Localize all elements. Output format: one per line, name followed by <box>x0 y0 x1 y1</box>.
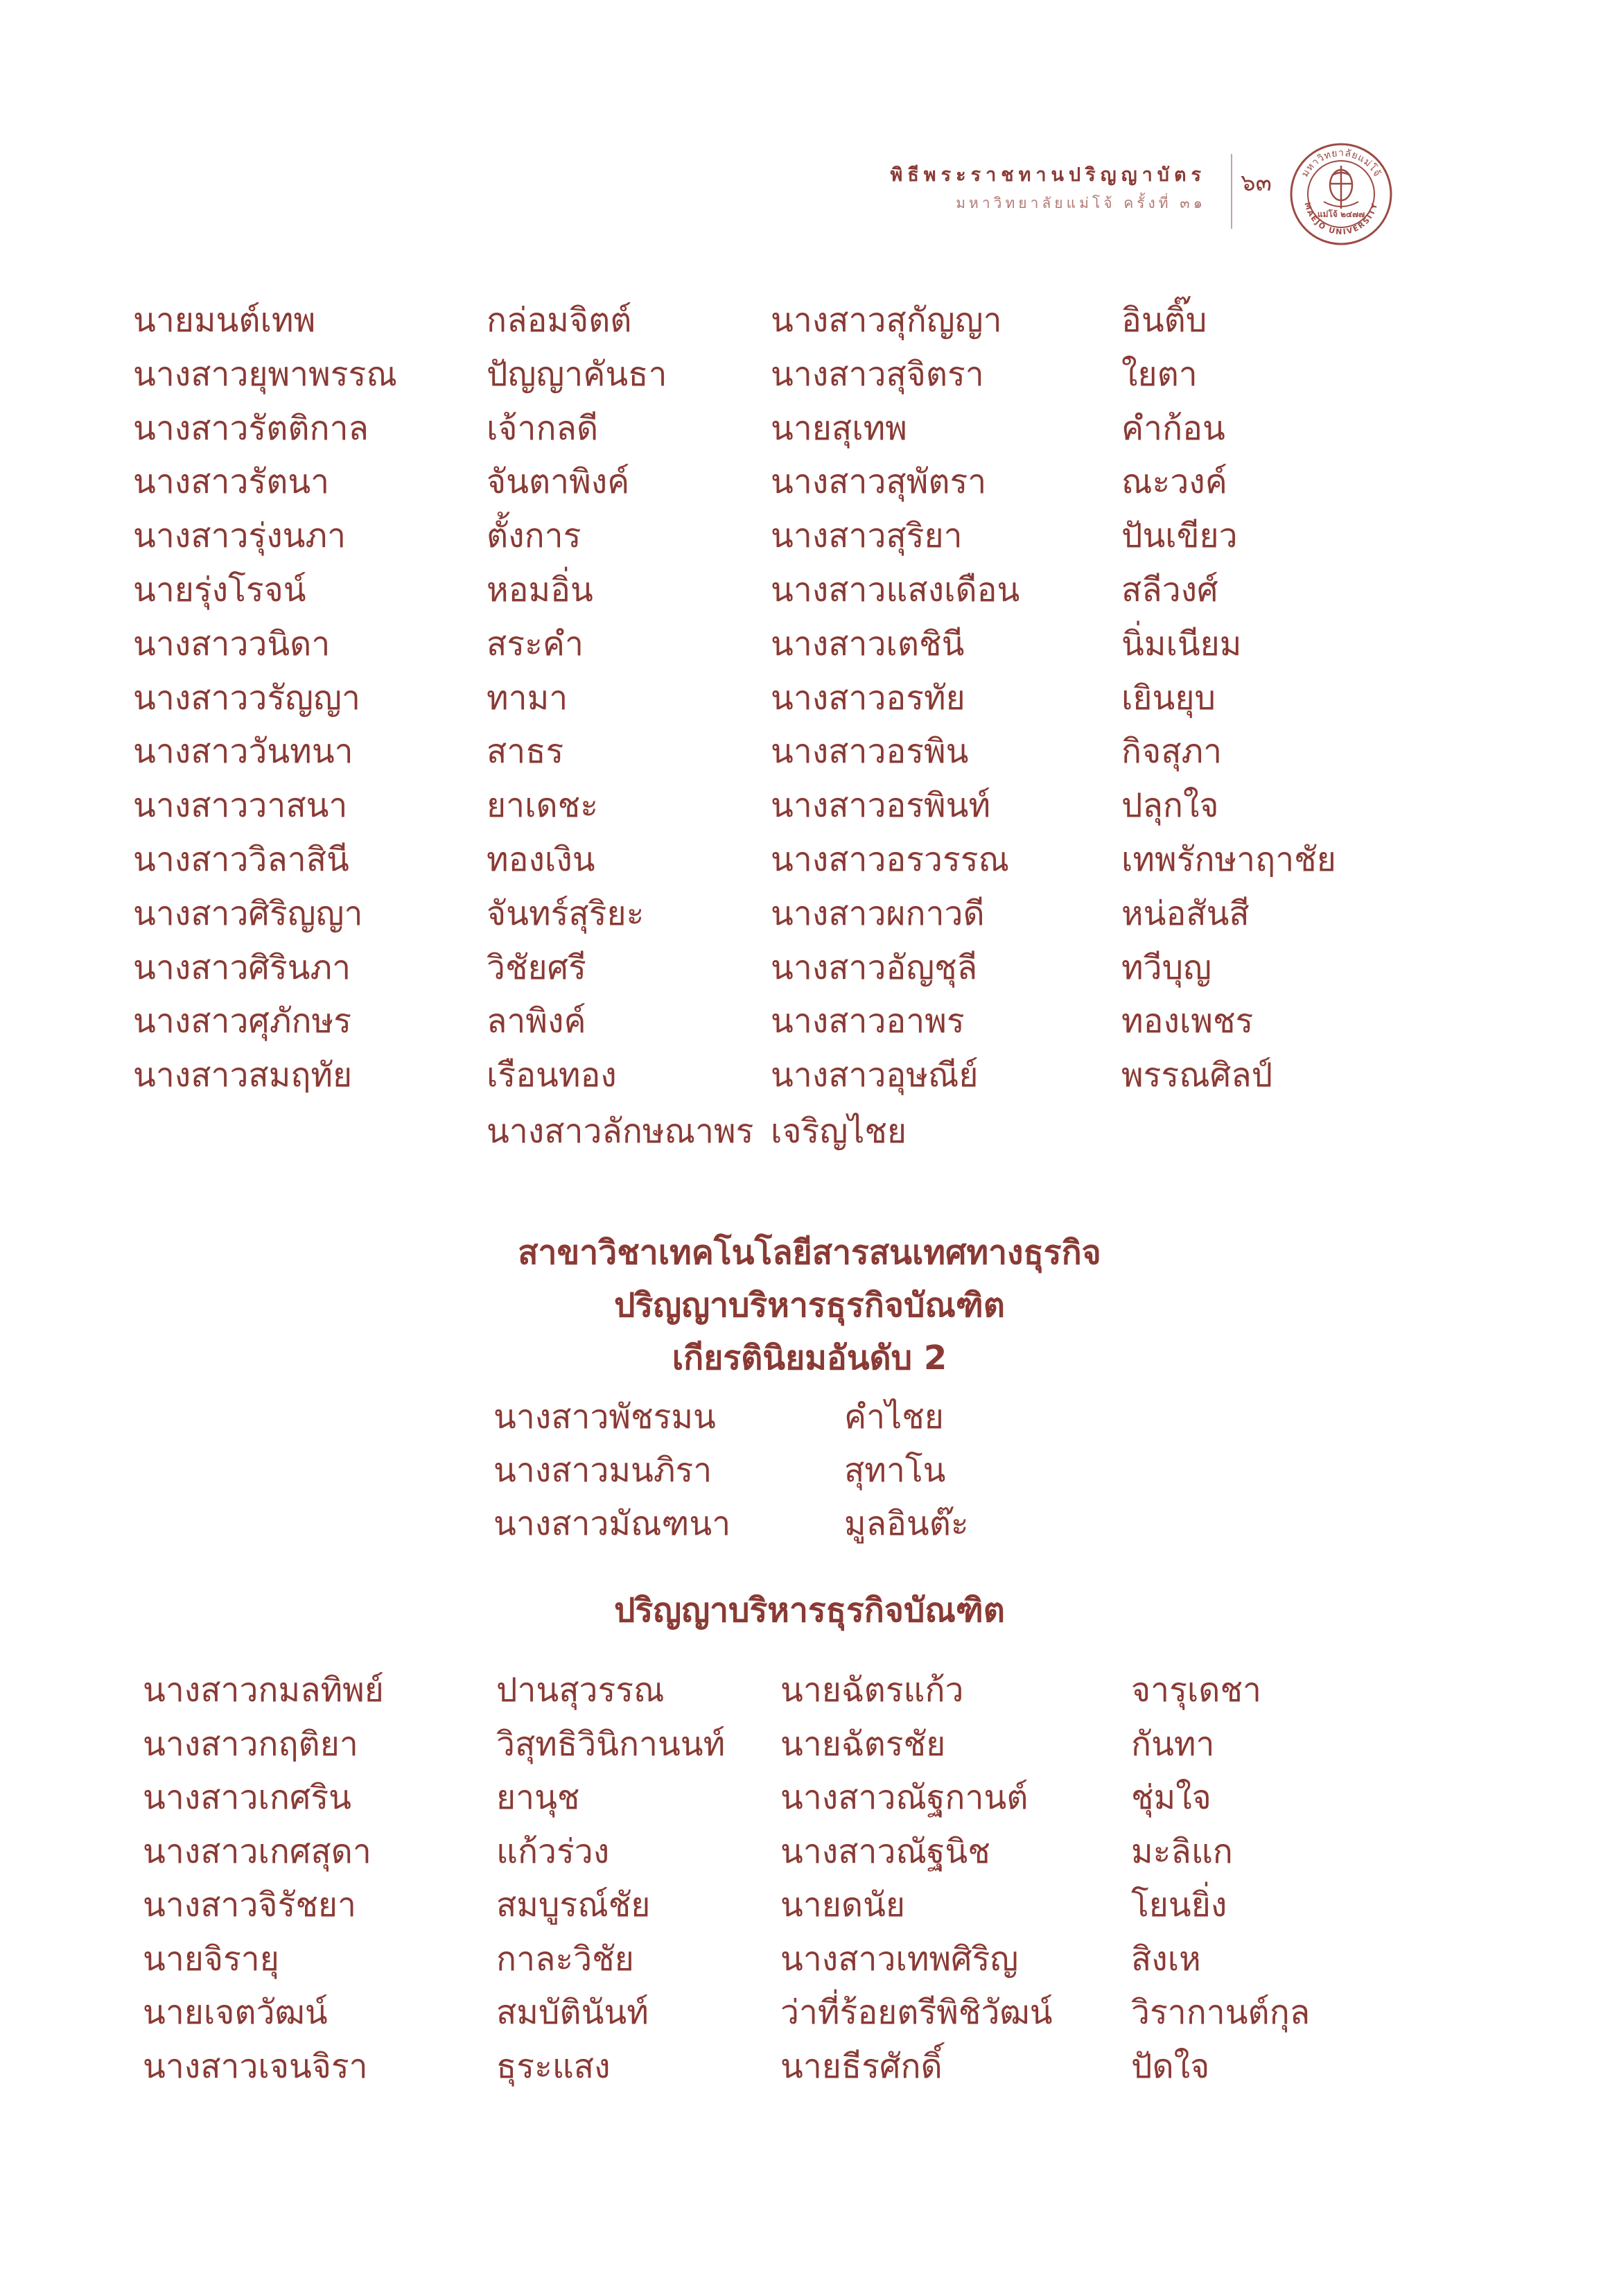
ceremony-subtitle: มหาวิทยาลัยแม่โจ้ ครั้งที่ ๓๑ <box>956 195 1206 211</box>
header-divider <box>1231 154 1232 229</box>
graduate-surname: สิงเห <box>1131 1939 1201 1978</box>
running-header <box>832 159 1206 215</box>
graduate-surname: ทวีบุญ <box>1121 948 1211 987</box>
list-item <box>0 672 1619 724</box>
list-item <box>0 2040 1619 2093</box>
graduate-name: นางสาวอัญชุลี <box>771 948 978 987</box>
graduate-name: นางสาวรัตติกาล <box>133 408 369 448</box>
graduate-name: นางสาวสุพัตรา <box>771 462 987 502</box>
graduate-name: นางสาวเทพศิริญ <box>780 1939 1019 1978</box>
graduate-surname: โยนยิ่ง <box>1131 1886 1227 1924</box>
list-item <box>0 779 1619 832</box>
graduate-surname: กล่อมจิตต์ <box>487 301 632 340</box>
graduate-surname: ใยตา <box>1121 354 1198 394</box>
graduate-surname: ทองเพชร <box>1121 1002 1254 1041</box>
graduate-name: นางสาววนิดา <box>133 624 331 663</box>
list-item <box>0 1771 1619 1824</box>
graduate-name: ว่าที่ร้อยตรีพิชิวัฒน์ <box>780 1993 1053 2032</box>
list-item <box>0 941 1619 994</box>
graduate-surname: ปลุกใจ <box>1121 786 1219 826</box>
graduate-surname: ธุระแสง <box>496 2046 611 2086</box>
graduate-surname: ยานุช <box>496 1778 580 1817</box>
graduate-name: นางสาวมัณฑนา <box>493 1504 731 1543</box>
list-item <box>0 1879 1619 1931</box>
degree-heading: ปริญญาบริหารธุรกิจบัณฑิต <box>614 1286 1005 1325</box>
graduate-name: นางสาวเจนจิรา <box>143 2046 368 2086</box>
graduate-surname: เจริญไชย <box>771 1112 907 1151</box>
graduate-surname: หอมอิ่น <box>487 571 593 609</box>
list-item <box>0 1391 1619 1443</box>
graduate-name: นางสาวสมฤทัย <box>133 1056 353 1095</box>
graduate-surname: วิสุทธิวินิกานนท์ <box>496 1724 726 1764</box>
honors-heading: เกียรตินิยมอันดับ 2 <box>672 1339 947 1377</box>
graduate-name: นางสาวศิรินภา <box>133 948 351 987</box>
graduate-surname: สระคำ <box>487 624 584 663</box>
degree-heading-bba: ปริญญาบริหารธุรกิจบัณฑิต <box>614 1591 1005 1630</box>
graduate-name: นางสาวอรทัย <box>771 678 965 718</box>
graduate-name: นางสาวอาพร <box>771 1002 965 1041</box>
graduate-surname: ปานสุวรรณ <box>496 1671 665 1710</box>
major-heading: สาขาวิชาเทคโนโลยีสารสนเทศทางธุรกิจ <box>518 1233 1101 1272</box>
list-item <box>0 1986 1619 2039</box>
list-item <box>0 725 1619 778</box>
graduate-surname: หน่อสันสี <box>1121 894 1250 933</box>
graduate-surname: สมบูรณ์ชัย <box>496 1886 651 1924</box>
graduate-name: นางสาวณัฐนิช <box>780 1832 990 1871</box>
list-item <box>0 564 1619 616</box>
list-item <box>0 1497 1619 1550</box>
list-item <box>0 887 1619 940</box>
graduate-name: นางสาวมนภิรา <box>493 1451 712 1490</box>
list-item <box>0 618 1619 670</box>
graduate-surname: สุทาโน <box>844 1451 946 1490</box>
graduate-surname: ปันเขียว <box>1121 516 1238 556</box>
graduate-surname: วิชัยศรี <box>487 948 586 987</box>
graduate-name: นางสาววรัญญา <box>133 678 360 718</box>
graduate-surname: แก้วร่วง <box>496 1832 610 1871</box>
graduate-name: นางสาวสุจิตรา <box>771 354 984 394</box>
graduate-name: นายมนต์เทพ <box>133 301 316 340</box>
graduate-name: นายเจตวัฒน์ <box>143 1993 328 2032</box>
graduate-name: นายธีรศักดิ์ <box>780 2046 943 2086</box>
graduate-name: นางสาวศุภักษร <box>133 1002 351 1041</box>
graduate-surname: สลีวงศ์ <box>1121 571 1218 609</box>
graduate-surname: ตั้งการ <box>487 516 581 556</box>
graduate-surname: กาละวิชัย <box>496 1939 634 1978</box>
graduate-name: นางสาวผกาวดี <box>771 894 985 933</box>
graduate-surname: จันทร์สุริยะ <box>487 894 645 933</box>
page-number: ๖๓ <box>1241 169 1272 197</box>
graduate-name: นางสาวรัตนา <box>133 462 330 502</box>
graduate-name: นางสาวอรพินท์ <box>771 786 991 826</box>
graduate-surname: วิรากานต์กุล <box>1131 1993 1311 2032</box>
graduate-surname: ทองเงิน <box>487 840 595 879</box>
graduate-name: นายจิรายุ <box>143 1939 279 1978</box>
seal-text-center: แม่โจ้ ๒๔๗๗ <box>1317 209 1365 219</box>
list-item <box>0 1049 1619 1102</box>
graduate-surname: พรรณศิลป์ <box>1121 1056 1273 1095</box>
graduate-surname: ทามา <box>487 678 568 718</box>
graduate-surname: ปัญญาคันธา <box>487 354 667 394</box>
graduate-surname: ชุ่มใจ <box>1131 1778 1211 1817</box>
graduate-name: นายสุเทพ <box>771 408 907 448</box>
graduate-surname: คำก้อน <box>1121 408 1225 448</box>
graduate-surname: อินติ๊บ <box>1121 301 1207 340</box>
list-item <box>0 402 1619 455</box>
graduate-surname: มะลิแก <box>1131 1832 1233 1871</box>
graduate-surname: เยินยุบ <box>1121 678 1216 718</box>
graduate-name: นางสาวรุ่งนภา <box>133 516 347 556</box>
graduate-name: นางสาวเตชินี <box>771 624 965 663</box>
graduate-name: นางสาวอรวรรณ <box>771 840 1010 879</box>
graduate-name: นายดนัย <box>780 1886 905 1924</box>
graduate-name: นายฉัตรแก้ว <box>780 1671 964 1710</box>
graduate-surname: สาธร <box>487 732 564 772</box>
seal-text-bottom: MAEJO UNIVERSITY <box>1302 201 1380 237</box>
graduate-name: นางสาวสุริยา <box>771 516 963 556</box>
graduate-name: นางสาวอรพิน <box>771 732 969 772</box>
list-item <box>0 995 1619 1047</box>
graduate-name: นางสาวอุษณีย์ <box>771 1056 979 1095</box>
list-item <box>0 1105 1619 1158</box>
graduate-surname: กิจสุภา <box>1121 732 1223 772</box>
graduate-name: นางสาววาสนา <box>133 786 348 826</box>
graduate-name: นางสาววันทนา <box>133 732 353 772</box>
graduate-surname: ลาพิงค์ <box>487 1002 586 1041</box>
list-item <box>0 455 1619 508</box>
graduate-name: นางสาวเกศสุดา <box>143 1832 371 1871</box>
graduate-name: นางสาววิลาสินี <box>133 840 349 879</box>
graduate-name: นางสาวกมลทิพย์ <box>143 1671 384 1710</box>
graduate-surname: กันทา <box>1131 1724 1215 1764</box>
graduate-surname: เจ้ากลดี <box>487 408 599 448</box>
list-item <box>0 348 1619 401</box>
graduate-name: นางสาวศิริญญา <box>133 894 363 933</box>
graduate-name: นางสาวเกศริน <box>143 1778 351 1817</box>
list-item <box>0 510 1619 562</box>
graduate-surname: ปัดใจ <box>1131 2046 1210 2086</box>
university-seal-icon <box>1289 142 1393 246</box>
graduate-surname: ณะวงค์ <box>1121 462 1227 502</box>
graduate-name: นางสาวแสงเดือน <box>771 571 1020 609</box>
graduate-name: นายฉัตรชัย <box>780 1724 946 1764</box>
graduate-surname: จันตาพิงค์ <box>487 462 630 502</box>
list-item <box>0 294 1619 347</box>
graduate-name: นายรุ่งโรจน์ <box>133 571 306 609</box>
graduate-name: นางสาวสุกัญญา <box>771 301 1002 340</box>
graduate-surname: คำไชย <box>844 1398 944 1436</box>
graduate-surname: นิ่มเนียม <box>1121 624 1242 663</box>
graduate-surname: มูลอินต๊ะ <box>844 1504 969 1543</box>
graduate-surname: เรือนทอง <box>487 1056 617 1095</box>
list-item <box>0 1664 1619 1716</box>
graduate-name: นางสาวจิรัชยา <box>143 1886 356 1924</box>
graduate-name: นางสาวยุพาพรรณ <box>133 354 397 394</box>
graduate-name: นางสาวณัฐกานต์ <box>780 1778 1029 1817</box>
list-item <box>0 1825 1619 1878</box>
graduate-name: นางสาวกฤติยา <box>143 1724 358 1764</box>
list-item <box>0 1444 1619 1497</box>
list-item <box>0 1933 1619 1985</box>
list-item <box>0 833 1619 886</box>
list-item <box>0 1718 1619 1771</box>
graduate-surname: จารุเดชา <box>1131 1671 1261 1710</box>
graduate-name: นางสาวพัชรมน <box>493 1398 716 1436</box>
graduate-surname: เทพรักษาฤาชัย <box>1121 840 1336 879</box>
graduate-surname: สมบัตินันท์ <box>496 1993 649 2032</box>
seal-text-top: มหาวิทยาลัยแม่โจ้ <box>1299 147 1383 180</box>
graduate-name: นางสาวลักษณาพร <box>487 1112 754 1151</box>
graduate-surname: ยาเดชะ <box>487 786 599 826</box>
ceremony-title: พิธีพระราชทานปริญญาบัตร <box>890 164 1206 186</box>
